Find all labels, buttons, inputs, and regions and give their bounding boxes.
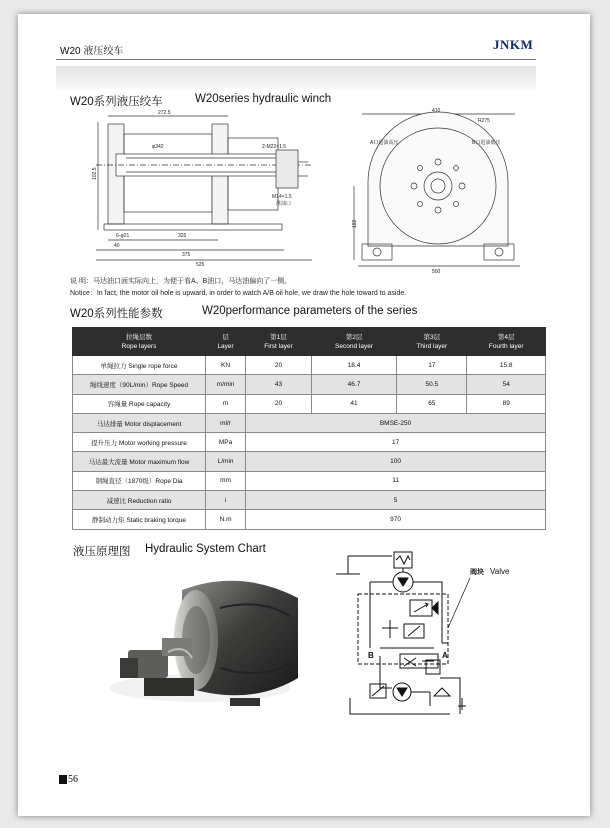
row-label: 马达排量 Motor displacement <box>73 413 206 432</box>
header-third-layer: 第3层 Third layer <box>397 328 467 356</box>
table-cell: 15.8 <box>467 356 546 375</box>
row-unit: L/min <box>206 452 246 471</box>
note-en: Notice：In fact, the motor oil hole is upward, in order to watch A/B oil hole, we draw the hole toward to aside. <box>70 290 407 297</box>
performance-table <box>72 327 546 530</box>
dim-label: A口进油高压 <box>370 140 399 146</box>
valve-label-en: Valve <box>490 567 510 576</box>
page-marker <box>59 775 67 784</box>
table-cell: 41 <box>311 394 396 413</box>
brand-logo: JNKM <box>493 37 534 52</box>
header-first-layer: 第1层 First layer <box>246 328 312 356</box>
dim-label: R275 <box>478 118 490 124</box>
header-layer: 层 Layer <box>206 328 246 356</box>
port-a-label: A <box>442 651 448 660</box>
winch-front-drawing <box>86 106 326 268</box>
table-row <box>73 394 546 413</box>
row-unit: m <box>206 394 246 413</box>
dim-label: M14×1.5 <box>272 194 292 200</box>
table-row <box>73 452 546 471</box>
dim-label: 40 <box>114 243 120 249</box>
valve-label-cn: 阀块 <box>470 569 484 576</box>
section-title-winch-en: W20series hydraulic winch <box>195 93 332 105</box>
table-cell: 50.5 <box>397 375 467 394</box>
dim-label: 102.5 <box>92 167 98 180</box>
page-number: 56 <box>68 774 78 785</box>
table-cell-merged: BMSE-250 <box>246 413 546 432</box>
dim-label: 410 <box>432 108 441 114</box>
winch-product-photo <box>100 568 310 733</box>
dim-label: 2-M22×1.5 <box>262 144 287 150</box>
header-rope-layers: 拉绳层数 Rope layers <box>73 328 206 356</box>
table-cell: 18.4 <box>311 356 396 375</box>
row-unit: KN <box>206 356 246 375</box>
table-row <box>73 433 546 452</box>
row-unit: mm <box>206 471 246 490</box>
dim-label: φ342 <box>152 144 164 150</box>
dim-label: 6-φ21 <box>116 233 130 239</box>
table-row <box>73 375 546 394</box>
table-row <box>73 413 546 432</box>
dim-label: B口进油低压 <box>472 140 501 146</box>
section-title-params-cn: W20系列性能参数 <box>70 308 163 320</box>
header-second-layer: 第2层 Second layer <box>311 328 396 356</box>
row-label: 静制动力矩 Static braking torque <box>73 510 206 529</box>
table-row <box>73 510 546 529</box>
row-label: 提升压力 Motor working pressure <box>73 433 206 452</box>
dim-label: 325 <box>178 233 187 239</box>
table-cell: 20 <box>246 356 312 375</box>
table-cell-merged: 11 <box>246 471 546 490</box>
table-header-row <box>73 328 546 356</box>
table-cell: 46.7 <box>311 375 396 394</box>
hydraulic-schematic <box>330 548 530 723</box>
section-title-winch-cn: W20系列液压绞车 <box>70 96 163 108</box>
table-cell-merged: 5 <box>246 491 546 510</box>
table-cell: 65 <box>397 394 467 413</box>
table-cell-merged: 100 <box>246 452 546 471</box>
section-title-hydraulic-en: Hydraulic System Chart <box>145 543 266 555</box>
section-title-hydraulic-cn: 液压原理图 <box>73 546 131 558</box>
table-cell: 20 <box>246 394 312 413</box>
row-unit: MPa <box>206 433 246 452</box>
section-title-params-en: W20performance parameters of the series <box>202 305 418 317</box>
table-row <box>73 356 546 375</box>
note-cn: 说 明：马达油口面实际向上，为便于看A、B油口，马达油偏向了一侧。 <box>70 278 292 285</box>
row-label: 马达最大流量 Motor maximum flow <box>73 452 206 471</box>
row-unit: i <box>206 491 246 510</box>
row-label: 减速比 Reduction ratio <box>73 491 206 510</box>
dim-label: 272.5 <box>158 110 171 116</box>
port-b-label: B <box>368 651 374 660</box>
table-row <box>73 471 546 490</box>
row-label: 绳线速度（90L/min）Rope Speed <box>73 375 206 394</box>
table-cell: 54 <box>467 375 546 394</box>
dim-label: 192 <box>352 219 358 228</box>
title-band <box>56 66 536 89</box>
header-title: W20 液压绞车 <box>60 46 124 57</box>
dim-label: 525 <box>196 262 205 268</box>
table-cell: 89 <box>467 394 546 413</box>
row-unit: m/min <box>206 375 246 394</box>
dim-label: 500 <box>432 269 441 274</box>
header-divider <box>56 59 536 60</box>
row-label: 单绳拉力 Single rope force <box>73 356 206 375</box>
table-cell-merged: 970 <box>246 510 546 529</box>
table-cell: 43 <box>246 375 312 394</box>
row-unit: N.m <box>206 510 246 529</box>
row-unit: ml/r <box>206 413 246 432</box>
dim-label: 375 <box>182 252 191 258</box>
table-row <box>73 491 546 510</box>
header-fourth-layer: 第4层 Fourth layer <box>467 328 546 356</box>
row-label: 容绳量 Rope capacity <box>73 394 206 413</box>
row-label: 钢绳直径（1870级）Rope Dia <box>73 471 206 490</box>
table-cell-merged: 17 <box>246 433 546 452</box>
winch-side-drawing <box>350 104 530 274</box>
dim-label: 泄油口 <box>276 201 292 207</box>
table-cell: 17 <box>397 356 467 375</box>
